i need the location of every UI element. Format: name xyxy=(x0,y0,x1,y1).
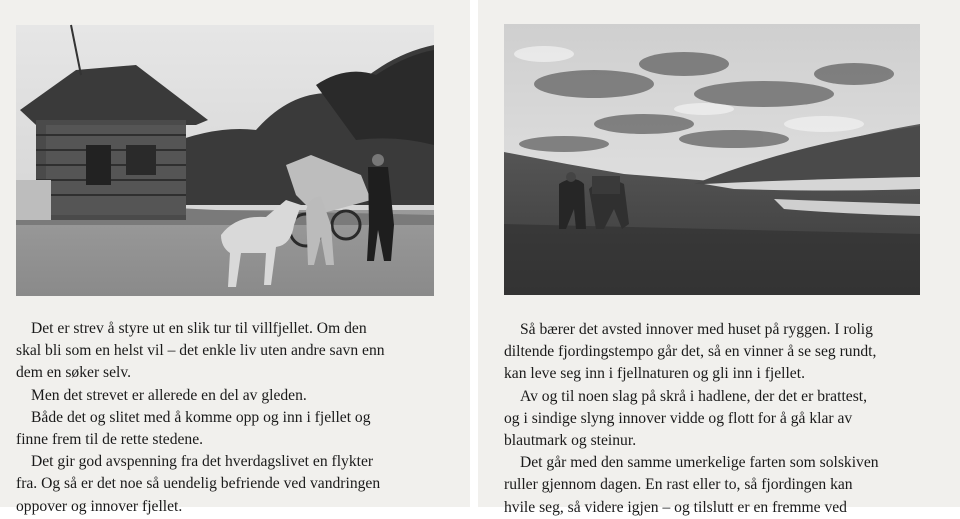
paragraph-line: dem en søker selv. xyxy=(16,364,132,382)
right-page xyxy=(478,0,960,516)
paragraph-line: fra. Og så er det noe så uendelig befriende ved vandringen xyxy=(16,475,381,493)
left-page xyxy=(0,0,470,515)
paragraph-line: blautmark og steinur. xyxy=(504,432,637,450)
paragraph-line: skal bli som en helst vil – det enkle liv uten andre savn enn xyxy=(16,342,385,360)
paragraph: Det er strev å styre ut en slik tur til villfjellet. Om den xyxy=(31,320,367,337)
paragraph: Men det strevet er allerede en del av gleden. xyxy=(31,386,307,404)
paragraph: Det går med den samme umerkelige farten som solskiven xyxy=(520,454,879,472)
photo-mountain-hut-horses xyxy=(16,25,434,296)
paragraph: Både det og slitet med å komme opp og inn i fjellet og xyxy=(31,408,371,426)
clipped-line-wrap xyxy=(16,496,436,515)
paragraph: Så bærer det avsted innover med huset på ryggen. I rolig xyxy=(520,321,873,338)
paragraph-line: finne frem til de rette stedene. xyxy=(16,431,204,449)
right-body-text xyxy=(504,319,923,516)
paragraph: Av og til noen slag på skrå i hadlene, der det er brattest, xyxy=(520,387,867,405)
paragraph: Det gir god avspenning fra det hverdagslivet en flykter xyxy=(31,453,374,471)
paragraph-line: oppover og innover fjellet. xyxy=(16,497,183,515)
paragraph-line: diltende fjordingstempo går det, så en vinner å se seg rundt, xyxy=(504,343,877,361)
paragraph-line: og i sindige slyng innover vidde og flott for å gå klar av xyxy=(504,409,853,427)
photo-fjord-trek xyxy=(504,24,920,295)
clipped-line-wrap xyxy=(504,497,923,516)
left-body-text xyxy=(16,318,436,515)
paragraph-line: hvile seg, så videre igjen – og tilslutt er en fremme ved xyxy=(504,498,847,516)
paragraph-line: ruller gjennom dagen. En rast eller to, så fjordingen kan xyxy=(504,476,853,494)
paragraph-line: kan leve seg inn i fjellnaturen og gli inn i fjellet. xyxy=(504,365,805,383)
